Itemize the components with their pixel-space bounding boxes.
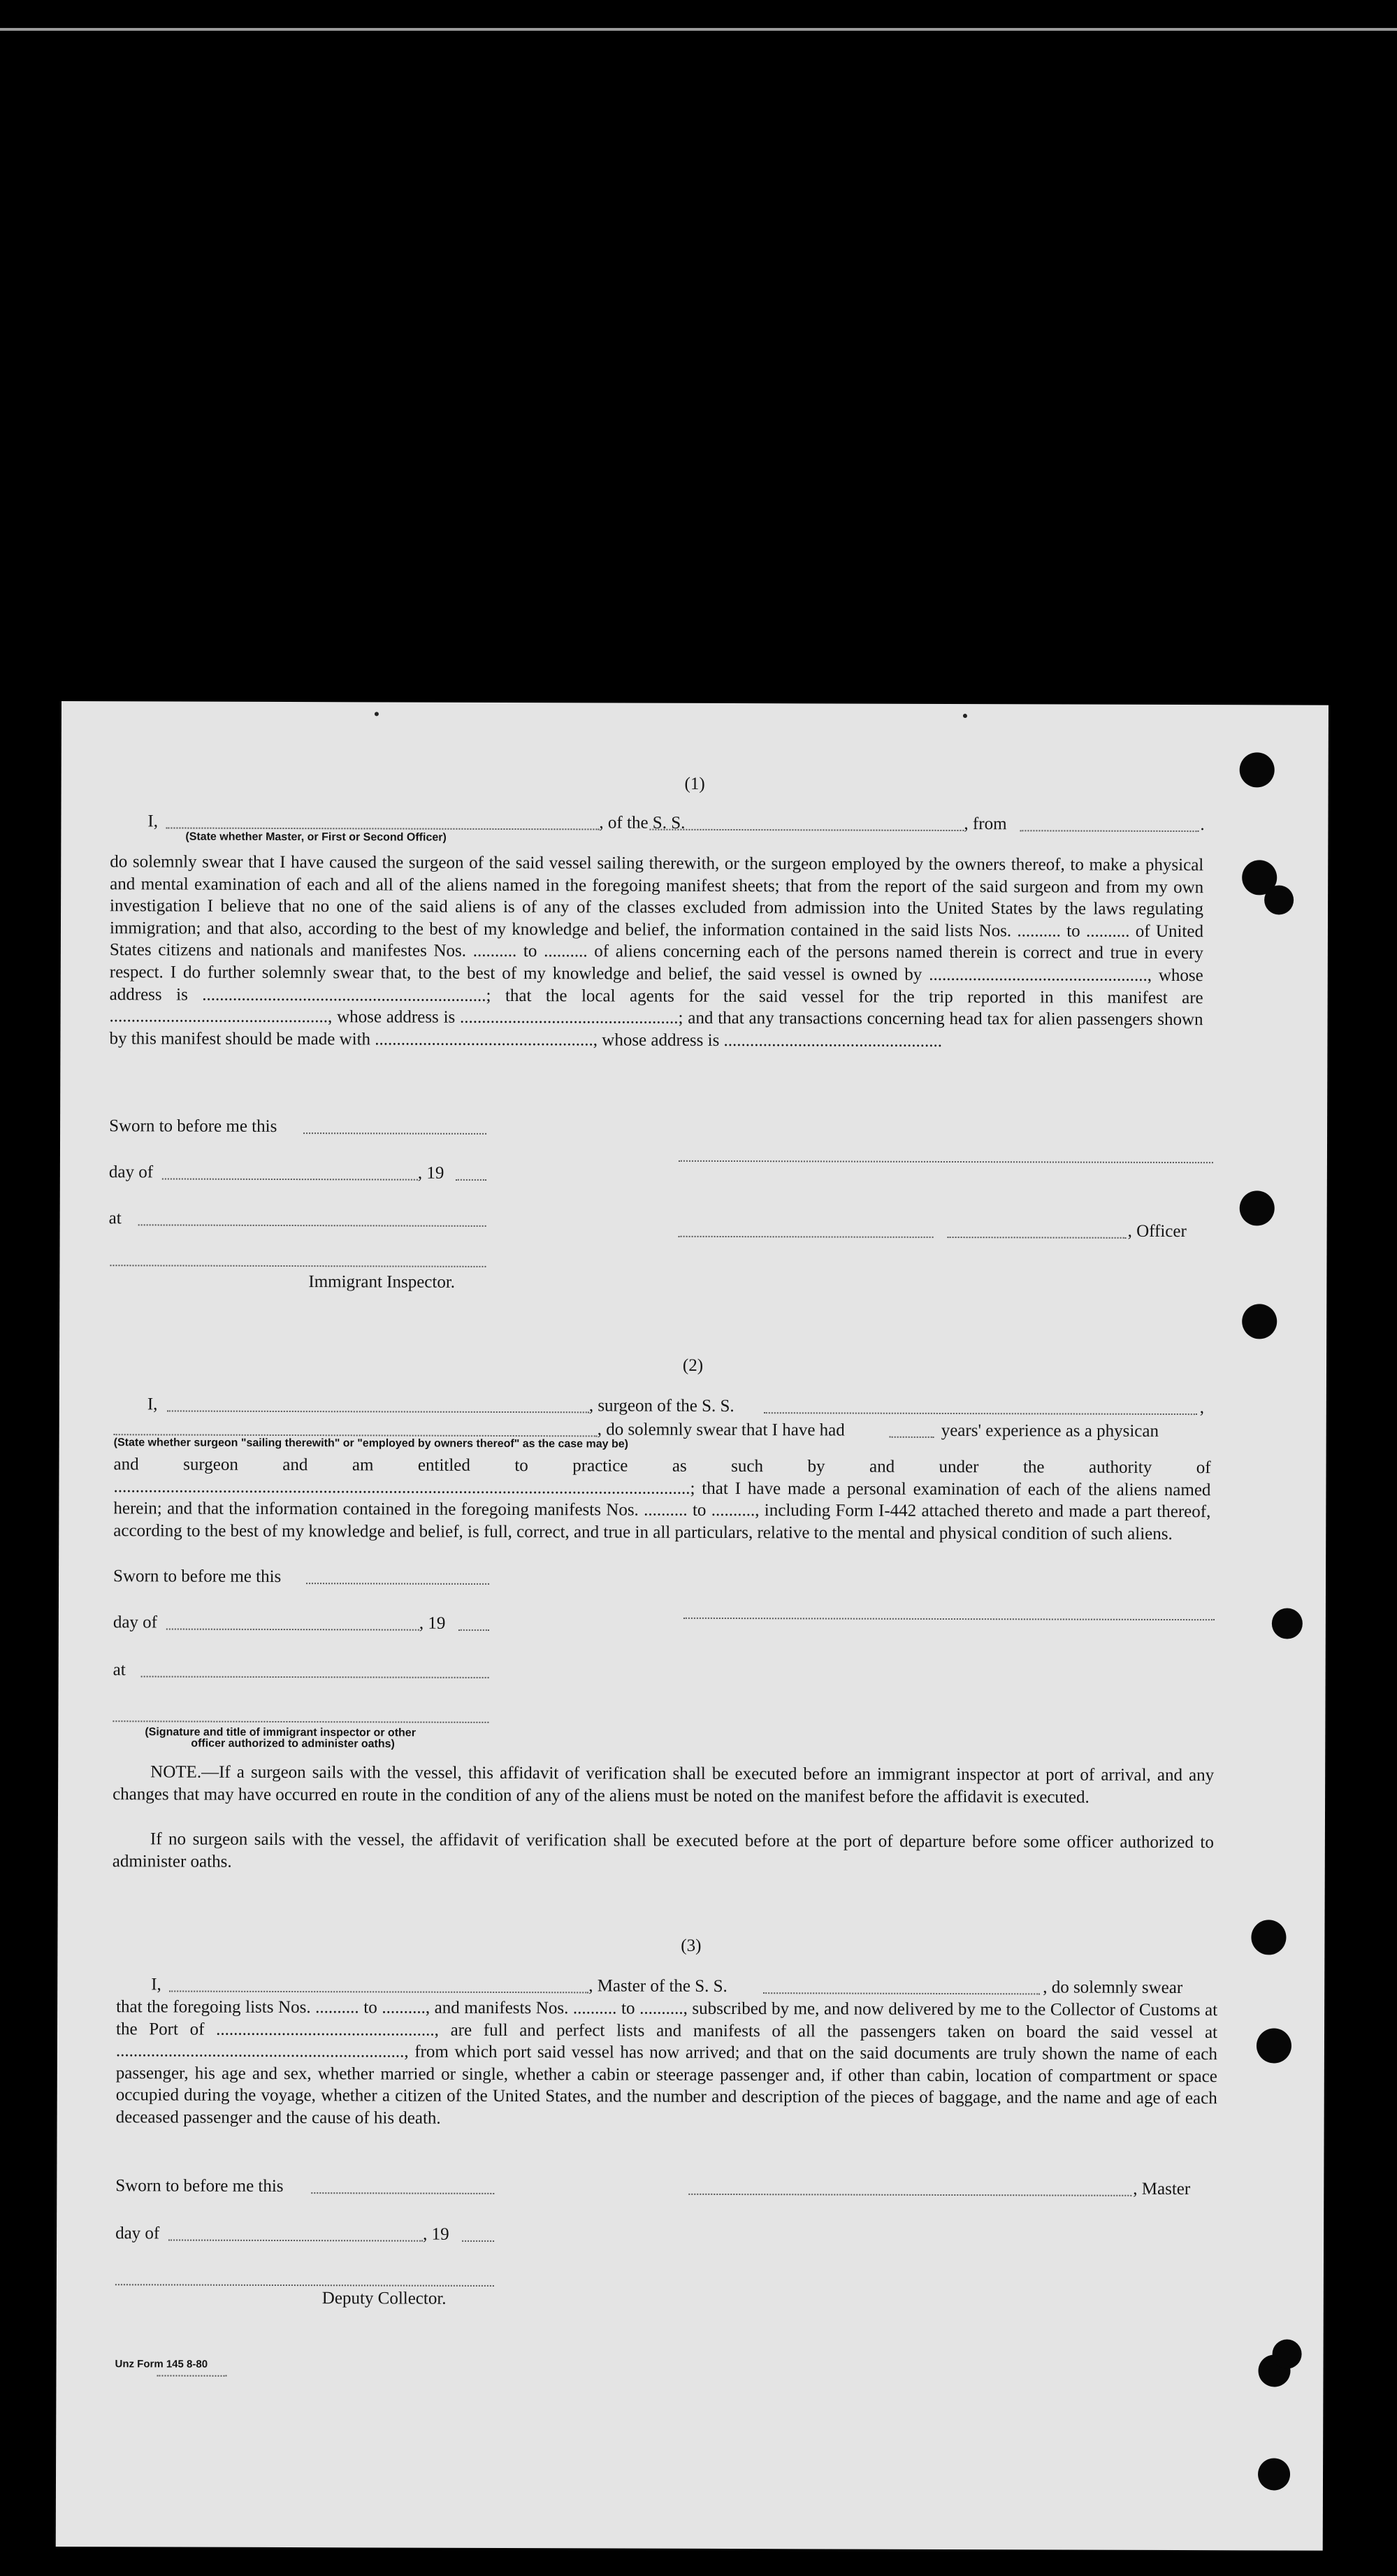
departure-port-field[interactable] — [1020, 828, 1199, 832]
master-name-field[interactable] — [169, 1989, 588, 1993]
section-2-at: at — [113, 1660, 126, 1680]
section-2-day-of: day of — [113, 1613, 158, 1632]
note-text-2: If no surgeon sails with the vessel, the affidavit of verification shall be executed before at the port of departure before some officer authorized to administer oaths. — [112, 1829, 1214, 1871]
section-3-vessel-field[interactable] — [763, 1991, 1040, 1994]
section-3-day-of: day of — [115, 2224, 160, 2243]
section-1-inspector-signature-line[interactable] — [110, 1263, 486, 1267]
section-2-surgeon-signature-line[interactable] — [683, 1616, 1215, 1620]
section-3-year-field[interactable] — [462, 2239, 494, 2242]
section-2-number: (2) — [682, 1355, 704, 1375]
section-3-sworn-date-field[interactable] — [311, 2191, 494, 2194]
section-2-year-field[interactable] — [458, 1628, 489, 1631]
section-1-officer-signature-line[interactable] — [679, 1159, 1213, 1163]
section-2-solemnly-swear: , do solemnly swear that I have had — [597, 1420, 845, 1440]
section-2-i: I, — [147, 1395, 158, 1414]
note-no-surgeon — [113, 1828, 1214, 1876]
section-1-period: . — [1200, 815, 1205, 835]
section-1-day-field[interactable] — [162, 1177, 418, 1180]
surgeon-note: (State whether surgeon "sailing therewith" or "employed by owners thereof" as the case may be) — [113, 1437, 629, 1451]
scan-top-edge — [0, 28, 1397, 31]
signature-note-line-2: officer authorized to administer oaths) — [191, 1737, 395, 1750]
section-2-comma: , — [1199, 1398, 1205, 1418]
section-3-solemnly-swear: , do solemnly swear — [1043, 1978, 1183, 1998]
form-number-underline — [157, 2373, 226, 2376]
years-experience-field[interactable] — [890, 1435, 934, 1438]
signature-note-line-1: (Signature and title of immigrant inspector or other — [145, 1726, 416, 1739]
punch-hole — [1240, 1190, 1275, 1225]
pin-mark — [963, 714, 967, 718]
section-1-officer: , Officer — [1127, 1221, 1187, 1242]
section-2-year: , 19 — [419, 1613, 446, 1633]
section-3-master-of-ss: , Master of the S. S. — [588, 1976, 728, 1996]
section-1-sworn: Sworn to before me this — [109, 1116, 277, 1136]
punch-hole — [1273, 2339, 1302, 2368]
punch-hole — [1257, 2028, 1291, 2063]
section-1-paragraph: do solemnly swear that I have caused the surgeon of the said vessel sailing therewith, or the surgeon employed by the owners thereof, to make a physical and mental examination of each and all of the aliens named in the foregoing manifest sheets; that from the report of the said surgeon and from my own investigation I believe that no one of the said aliens is of any of the classes excluded from admission into the United States by the laws regulating immigration; and that also, according to the best of my knowledge and belief, the information contained in the said lists Nos. .......... to .......... of United States citizens and nationals and manifestes Nos. .......... to .......... of aliens concerning each of the persons named therein is correct and true in every respect. I do further solemnly swear that, to the best of my knowledge and belief, the said vessel is owned by .................................................., whose address is .................................................................; that the local agents for the said vessel for the trip reported in this manifest are .................................................., whose address is ..................................................; and that any transactions concerning head tax for alien passengers shown by this manifest should be made with .................................................., whose address is .................................................. — [109, 852, 1204, 1051]
section-3-paragraph: that the foregoing lists Nos. .......... to .........., and manifests Nos. .......... to .........., subscribed by me, and now delivered by me to the Collector of Customs at the Port of .................................................., are full and perfect lists and manifests of all the passengers taken on board the said vessel at .................................................................., from which port said vessel has now arrived; and that on the said documents are truly shown the name of each passenger, his age and sex, whether married or single, whether a cabin or steerage passenger and, if other than cabin, location of compartment or space occupied during the voyage, whether a citizen of the United States, and the number and description of the pieces of baggage, and the name and age of each deceased passenger and the cause of his death. — [115, 1997, 1218, 2128]
section-2-inspector-signature-line[interactable] — [113, 1719, 488, 1723]
section-2-years-experience: years' experience as a physican — [941, 1420, 1159, 1441]
section-3-master-signature-line[interactable] — [688, 2192, 1131, 2196]
section-3-year: , 19 — [423, 2224, 449, 2244]
section-1-year: , 19 — [417, 1163, 444, 1183]
surgeon-name-field[interactable] — [167, 1409, 589, 1413]
note-text-1: NOTE.—If a surgeon sails with the vessel, this affidavit of verification shall be executed before an immigrant inspector at port of arrival, and any changes that may have occurred en route in the condition of any of the aliens must be noted on the manifest before the affidavit is executed. — [113, 1762, 1215, 1807]
section-1-inspector-title: Immigrant Inspector. — [308, 1272, 456, 1292]
section-2-day-field[interactable] — [166, 1627, 419, 1630]
section-1-from: , from — [964, 814, 1007, 834]
note-surgeon-sails — [113, 1761, 1214, 1808]
section-1-number: (1) — [684, 774, 705, 793]
surgeon-status-field[interactable] — [114, 1432, 598, 1437]
officer-note: (State whether Master, or First or Second Officer) — [185, 830, 447, 844]
punch-hole — [1264, 885, 1294, 914]
section-2-at-field[interactable] — [141, 1674, 489, 1678]
section-3-sworn: Sworn to before me this — [115, 2176, 284, 2196]
section-1-sworn-date-field[interactable] — [303, 1131, 486, 1135]
deputy-collector-title: Deputy Collector. — [321, 2289, 447, 2308]
section-3-master: , Master — [1133, 2179, 1191, 2199]
section-1-year-field[interactable] — [456, 1178, 486, 1181]
section-2-sworn: Sworn to before me this — [113, 1567, 282, 1586]
section-1-of-ss: , of the S. S. — [599, 813, 686, 833]
section-1-officer-title-line[interactable] — [948, 1235, 1127, 1239]
officer-name-field[interactable] — [166, 826, 599, 830]
section-1-officer-name-line[interactable] — [679, 1235, 934, 1238]
section-2-surgeon-of-ss: , surgeon of the S. S. — [588, 1396, 734, 1416]
section-2-paragraph: and surgeon and am entitled to practice as such by and under the authority of ....................................................................................................................................; that I have made a personal examination of each of the aliens named herein; and that the information contained in the foregoing manifests Nos. .......... to .........., including Form I-442 attached thereto and made a part thereof, according to the best of my knowledge and belief, is full, correct, and true in all particulars, relative to the mental and physical condition of such aliens. — [113, 1455, 1211, 1544]
section-3-day-field[interactable] — [168, 2238, 423, 2241]
deputy-collector-signature-line[interactable] — [115, 2282, 494, 2287]
section-3-number: (3) — [681, 1936, 702, 1955]
punch-hole — [1242, 1304, 1277, 1339]
manifest-affidavit-page — [56, 701, 1329, 2551]
pin-mark — [375, 712, 379, 716]
vessel-name-field[interactable] — [649, 828, 964, 831]
section-1-day-of: day of — [108, 1163, 154, 1182]
section-1-at-field[interactable] — [138, 1223, 486, 1227]
form-number: Unz Form 145 8-80 — [115, 2358, 208, 2370]
section-2-sworn-date-field[interactable] — [306, 1581, 489, 1585]
punch-hole — [1272, 1608, 1303, 1639]
section-1-at: at — [108, 1209, 122, 1228]
section-3-i: I, — [151, 1975, 161, 1994]
punch-hole — [1258, 2458, 1290, 2490]
section-2-vessel-field[interactable] — [764, 1411, 1197, 1415]
section-1-i: I, — [147, 812, 159, 831]
